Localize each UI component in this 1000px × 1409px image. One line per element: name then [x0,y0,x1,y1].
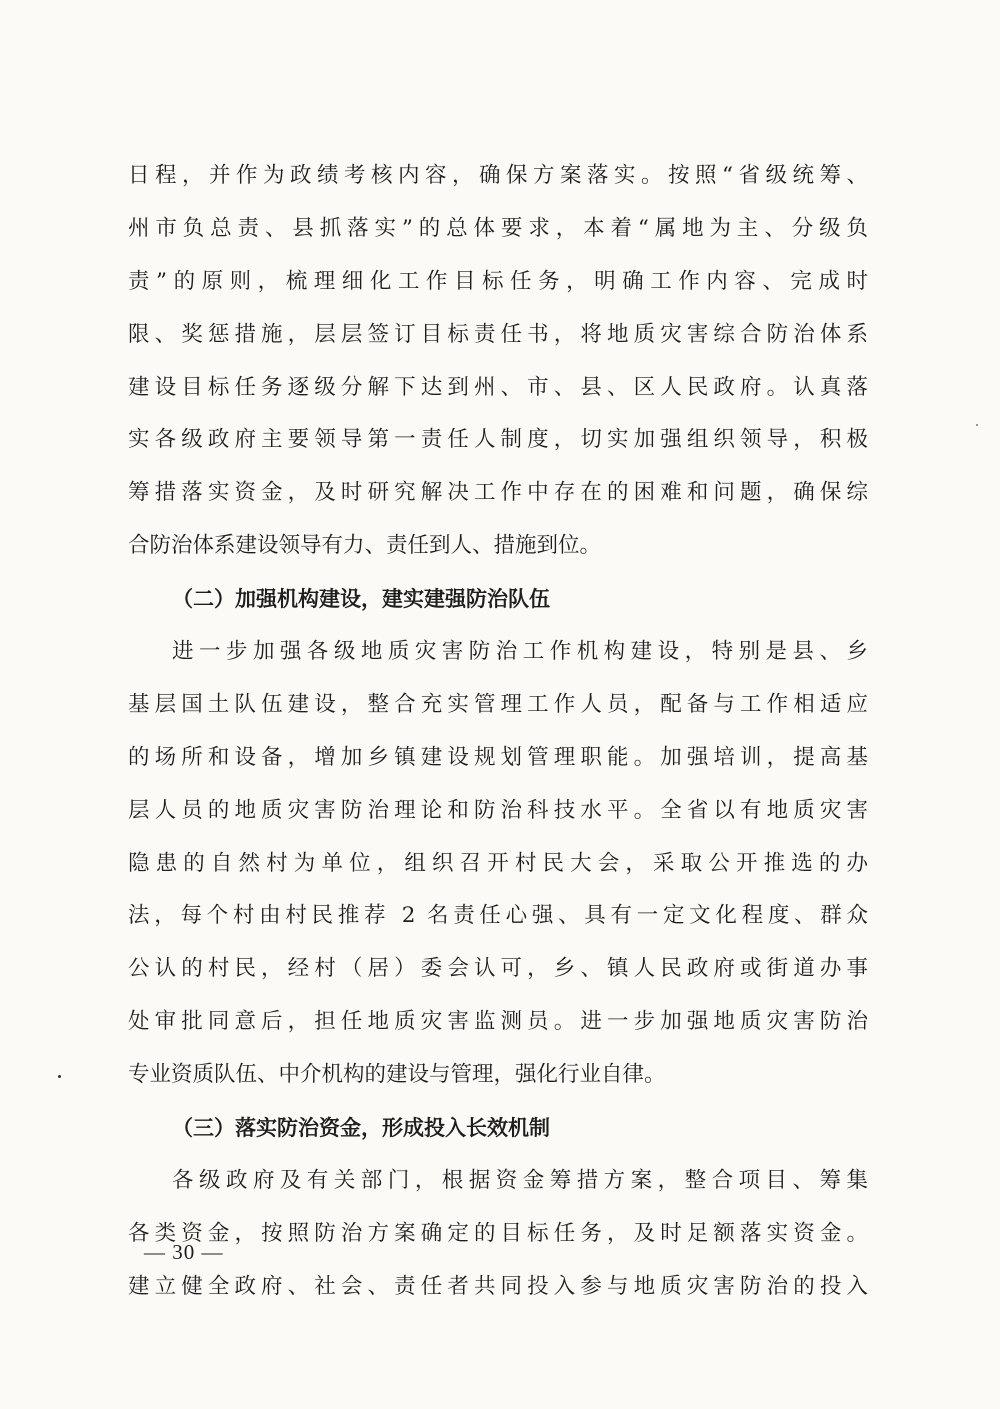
text-line: 处审批同意后，担任地质灾害监测员。进一步加强地质灾害防治 [128,1009,868,1035]
text-line: 责”的原则，梳理细化工作目标任务，明确工作内容、完成时 [128,268,868,294]
scan-speck [58,1075,61,1078]
text-line: 层人员的地质灾害防治理论和防治科技水平。全省以有地质灾害 [128,797,868,823]
text-line: 隐患的自然村为单位，组织召开村民大会，采取公开推选的办 [128,850,868,876]
text-line: 合防治体系建设领导有力、责任到人、措施到位。 [128,533,602,559]
text-line: 进一步加强各级地质灾害防治工作机构建设，特别是县、乡 [172,639,868,665]
text-line: 各类资金，按照防治方案确定的目标任务，及时足额落实资金。 [128,1220,868,1246]
body-text [128,150,868,1314]
section-heading: （三）落实防治资金，形成投入长效机制 [172,1116,550,1141]
text-line: 筹措落实资金，及时研究解决工作中存在的困难和问题，确保综 [128,480,868,506]
scan-speck [976,424,978,426]
text-line: 法，每个村由村民推荐 2 名责任心强、具有一定文化程度、群众 [128,903,868,929]
text-line: 实各级政府主要领导第一责任人制度，切实加强组织领导，积极 [128,427,868,453]
text-line: 专业资质队伍、中介机构的建设与管理，强化行业自律。 [128,1062,666,1088]
text-line: 建设目标任务逐级分解下达到州、市、县、区人民政府。认真落 [128,374,868,400]
text-line: 限、奖惩措施，层层签订目标责任书，将地质灾害综合防治体系 [128,321,868,347]
text-line: 公认的村民，经村（居）委会认可，乡、镇人民政府或街道办事 [128,956,868,982]
text-line: 的场所和设备，增加乡镇建设规划管理职能。加强培训，提高基 [128,744,868,770]
text-line: 建立健全政府、社会、责任者共同投入参与地质灾害防治的投入 [128,1273,868,1299]
text-line: 州市负总责、县抓落实”的总体要求，本着“属地为主、分级负 [128,215,868,241]
page-number: — 30 — [144,1240,224,1264]
text-line: 各级政府及有关部门，根据资金筹措方案，整合项目、筹集 [172,1167,868,1193]
text-line: 基层国土队伍建设，整合充实管理工作人员，配备与工作相适应 [128,691,868,717]
text-line: 日程，并作为政绩考核内容，确保方案落实。按照“省级统筹、 [128,163,868,188]
section-heading: （二）加强机构建设，建实建强防治队伍 [172,587,550,612]
